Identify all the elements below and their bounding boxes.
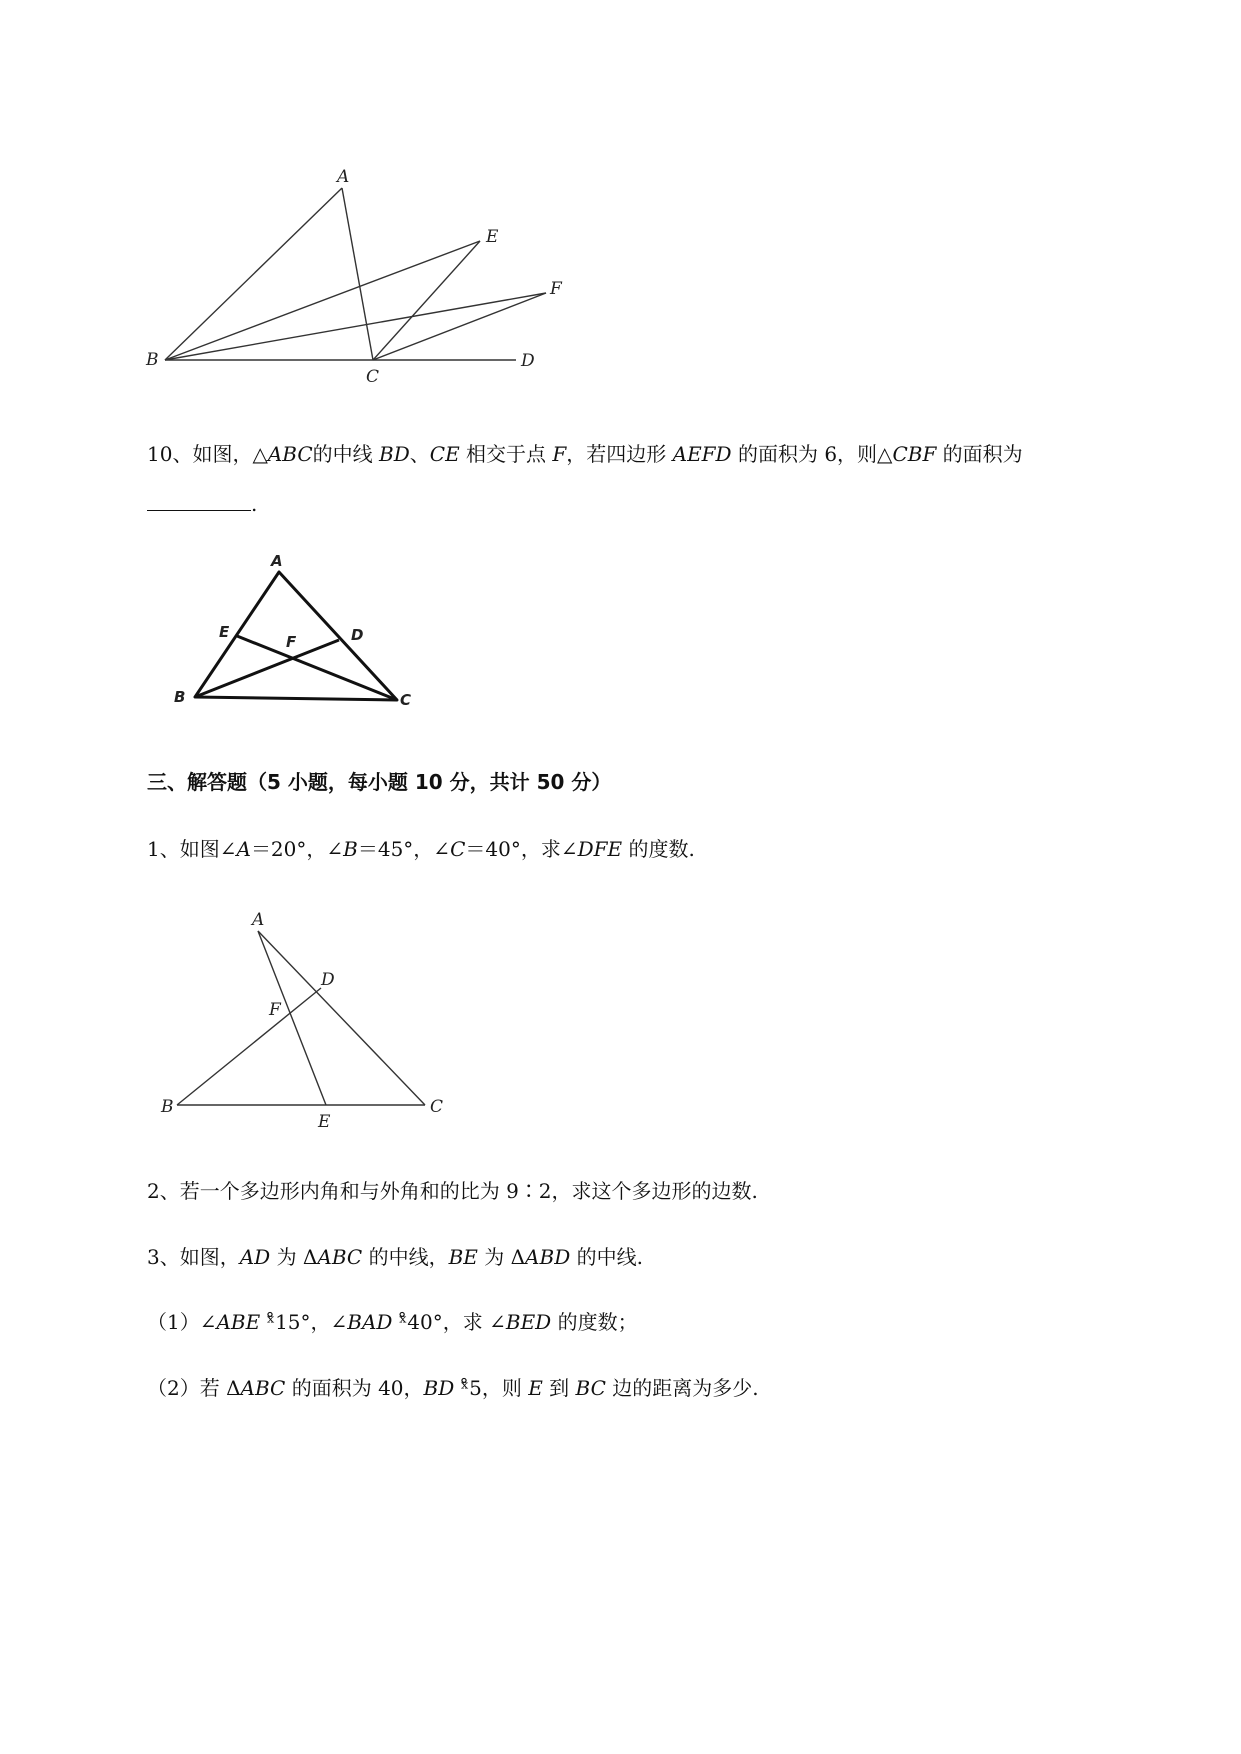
figure-3-label-b: B <box>161 1097 174 1117</box>
figure-1-label-b: B <box>146 350 159 370</box>
figure-2-label-c: C <box>400 691 412 709</box>
figure-2-label-a: A <box>271 552 283 570</box>
figure-2-label-b: B <box>174 688 186 706</box>
problem-3-part-2: （2）若 ΔABC 的面积为 40，BD ˣ̊5，则 E 到 BC 边的距离为多少. <box>147 1376 759 1400</box>
problem-3-part-1: （1）∠ABE ˣ̊15°，∠BAD ˣ̊40°，求 ∠BED 的度数； <box>147 1310 638 1334</box>
section-3-title: 三、解答题（5 小题，每小题 10 分，共计 50 分） <box>147 770 612 794</box>
figure-3-label-c: C <box>430 1097 444 1117</box>
figure-1-label-c: C <box>366 367 380 387</box>
figure-1-label-a: A <box>337 167 350 187</box>
question-10-answer-line: . <box>147 490 257 518</box>
figure-3-lines <box>177 931 425 1105</box>
problem-2-text: 2、若一个多边形内角和与外角和的比为 9∶2，求这个多边形的边数. <box>147 1179 758 1203</box>
problem-3-text: 3、如图，AD 为 ΔABC 的中线，BE 为 ΔABD 的中线. <box>147 1245 643 1269</box>
figure-3-diagram <box>155 905 465 1135</box>
figure-2-diagram <box>165 545 435 720</box>
figure-1-lines <box>165 188 546 360</box>
figure-3-label-d: D <box>321 970 335 990</box>
figure-1-label-e: E <box>486 227 499 247</box>
answer-blank <box>147 492 251 511</box>
figure-3-label-f: F <box>269 1000 281 1020</box>
question-10-text: 10、如图，△ABC的中线 BD、CE 相交于点 F，若四边形 AEFD 的面积为 6，则△CBF 的面积为 <box>147 442 1023 466</box>
figure-2-label-f: F <box>286 633 297 651</box>
figure-2-label-e: E <box>219 623 230 641</box>
figure-2-label-d: D <box>351 626 364 644</box>
figure-1-diagram <box>130 160 590 400</box>
figure-3-label-e: E <box>318 1112 331 1132</box>
problem-1-text: 1、如图∠A＝20°，∠B＝45°，∠C＝40°，求∠DFE 的度数. <box>147 837 695 861</box>
figure-1-label-d: D <box>521 351 535 371</box>
figure-1-label-f: F <box>550 279 562 299</box>
figure-3-label-a: A <box>252 910 265 930</box>
